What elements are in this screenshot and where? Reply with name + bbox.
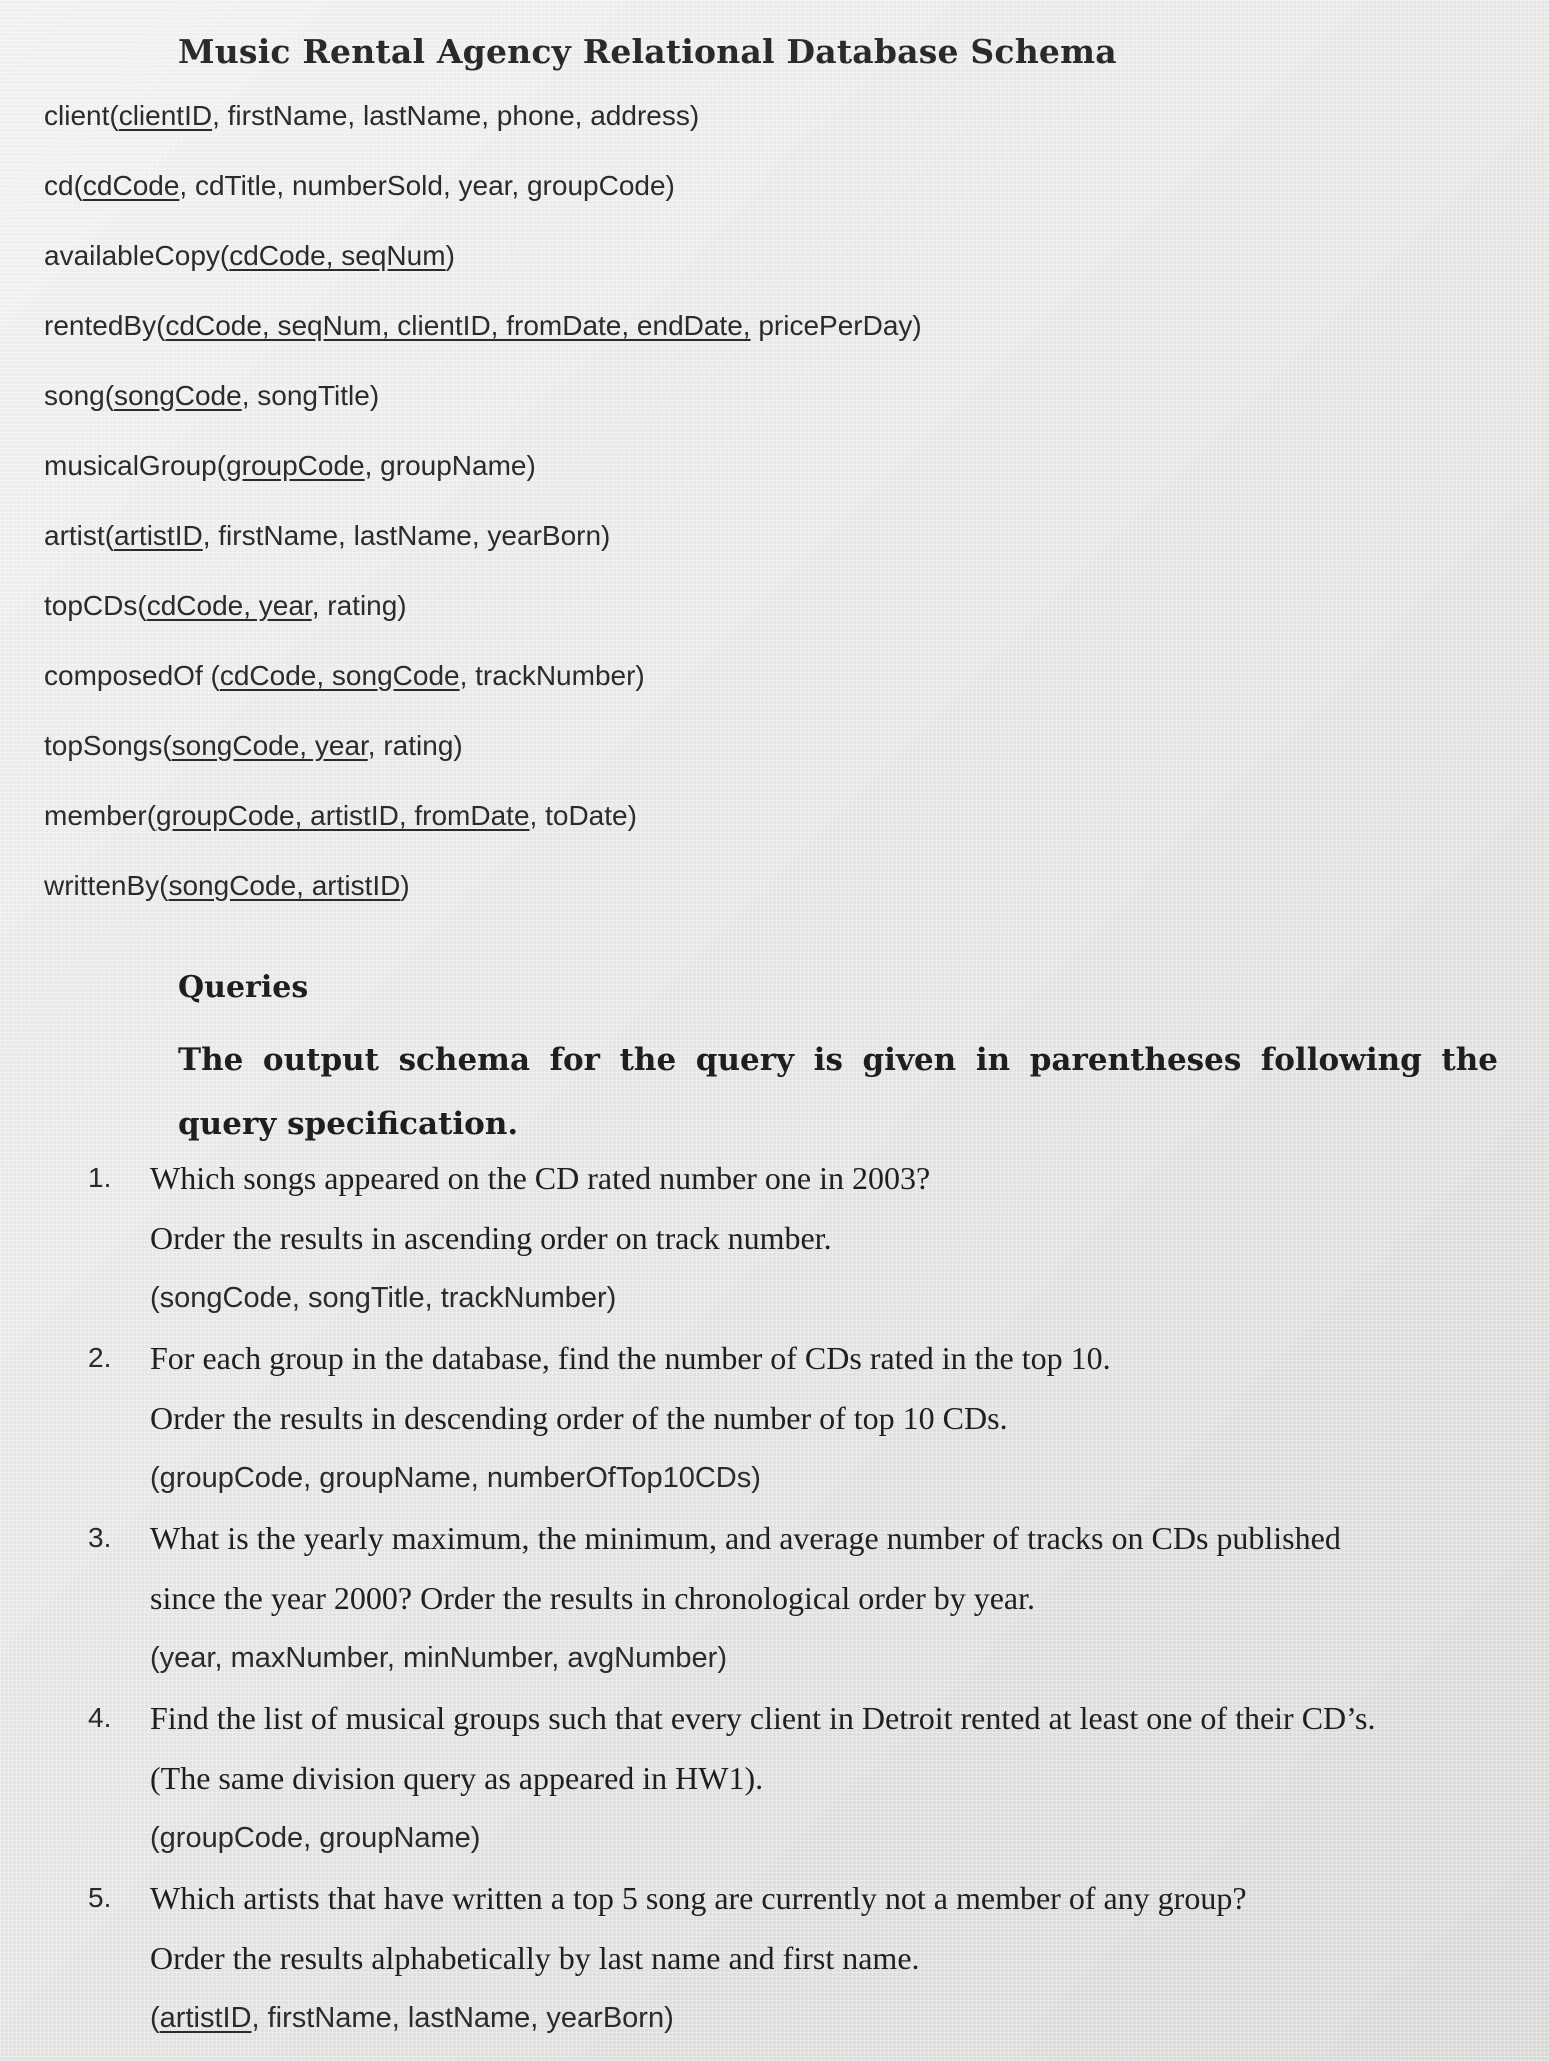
query-text-line: Which songs appeared on the CD rated number one in 2003? xyxy=(150,1160,931,1196)
query-list xyxy=(88,1148,1508,2048)
queries-intro: The output schema for the query is given in parentheses following the query specification. xyxy=(178,1042,1498,1142)
query-output-schema: (artistID, firstName, lastName, yearBorn) xyxy=(150,2002,674,2034)
query-number: 4. xyxy=(88,1702,112,1733)
query-output-schema: (groupCode, groupName, numberOfTop10CDs) xyxy=(150,1462,761,1494)
relation-open: ( xyxy=(109,100,119,131)
schema-row-artist xyxy=(44,516,1444,586)
query-item-5 xyxy=(88,1868,1508,2048)
query-text-line: For each group in the database, find the number of CDs rated in the top 10. xyxy=(150,1340,1111,1376)
relation-name: topSongs xyxy=(44,730,163,761)
primary-key: groupCode, artistID, fromDate xyxy=(156,800,530,831)
query-text-line: since the year 2000? Order the results in chronological order by year. xyxy=(150,1580,1036,1616)
query-number: 3. xyxy=(88,1522,112,1553)
query-number: 2. xyxy=(88,1342,112,1373)
page-title: Music Rental Agency Relational Database Schema xyxy=(178,32,1117,71)
relation-open: ( xyxy=(202,660,220,691)
primary-key: groupCode xyxy=(226,450,365,481)
relation-name: song xyxy=(44,380,105,411)
queries-heading: Queries xyxy=(178,970,309,1005)
primary-key: clientID xyxy=(118,100,213,131)
relation-attributes: , firstName, lastName, phone, address) xyxy=(212,100,700,131)
relation-attributes: , rating) xyxy=(311,590,407,621)
schema-row-topcds xyxy=(44,586,1444,656)
relation-attributes: , groupName) xyxy=(364,450,536,481)
relation-name: member xyxy=(44,800,147,831)
relation-name: artist xyxy=(44,520,105,551)
relation-attributes: ) xyxy=(445,240,455,271)
relation-attributes: , rating) xyxy=(367,730,463,761)
relation-name: composedOf xyxy=(44,660,203,691)
query-number: 5. xyxy=(88,1882,112,1913)
query-item-1 xyxy=(88,1148,1508,1328)
relation-open: ( xyxy=(146,800,157,831)
relation-open: ( xyxy=(216,450,227,481)
primary-key: cdCode, seqNum xyxy=(229,240,446,271)
query-output-schema: (year, maxNumber, minNumber, avgNumber) xyxy=(150,1642,727,1674)
relation-name: rentedBy xyxy=(44,310,157,341)
relation-open: ( xyxy=(104,380,115,411)
relation-attributes: , cdTitle, numberSold, year, groupCode) xyxy=(179,170,675,201)
relation-attributes: , songTitle) xyxy=(241,380,380,411)
relation-name: client xyxy=(44,100,110,131)
schema-row-member xyxy=(44,796,1444,866)
primary-key: cdCode, songCode xyxy=(219,660,460,691)
primary-key: cdCode, seqNum, clientID, fromDate, endDate, xyxy=(165,310,751,341)
relation-open: ( xyxy=(73,170,83,201)
schema-row-availablecopy xyxy=(44,236,1444,306)
query-item-4 xyxy=(88,1688,1508,1868)
schema-row-topsongs xyxy=(44,726,1444,796)
query-item-2 xyxy=(88,1328,1508,1508)
query-number: 1. xyxy=(88,1162,112,1193)
schema-row-cd xyxy=(44,166,1444,236)
query-text-line: (The same division query as appeared in HW1). xyxy=(150,1760,764,1796)
query-text-line: Find the list of musical groups such that every client in Detroit rented at least one of their CD’s. xyxy=(150,1700,1376,1736)
schema-row-composedof xyxy=(44,656,1444,726)
query-output-schema: (songCode, songTitle, trackNumber) xyxy=(150,1282,617,1314)
relation-open: ( xyxy=(104,520,115,551)
query-output-schema: (groupCode, groupName) xyxy=(150,1822,481,1854)
query-item-3 xyxy=(88,1508,1508,1688)
relation-open: ( xyxy=(219,240,230,271)
relation-attributes: , firstName, lastName, yearBorn) xyxy=(202,520,611,551)
relation-attributes: pricePerDay) xyxy=(750,310,922,341)
relation-attributes: , trackNumber) xyxy=(459,660,645,691)
relation-open: ( xyxy=(159,870,169,901)
schema-row-writtenby xyxy=(44,866,1444,936)
query-text-line: What is the yearly maximum, the minimum, and average number of tracks on CDs published xyxy=(150,1520,1341,1556)
relation-name: musicalGroup xyxy=(44,450,217,481)
relation-open: ( xyxy=(162,730,172,761)
schema-row-client xyxy=(44,96,1444,166)
relation-open: ( xyxy=(156,310,166,341)
schema-list xyxy=(44,96,1444,936)
query-text-line: Order the results in descending order of the number of top 10 CDs. xyxy=(150,1400,1008,1436)
query-output-rest: , firstName, lastName, yearBorn) xyxy=(251,2002,674,2034)
primary-key: songCode, year xyxy=(171,730,368,761)
relation-name: cd xyxy=(44,170,74,201)
schema-row-song xyxy=(44,376,1444,446)
primary-key: songCode xyxy=(114,380,242,411)
query-text-line: Order the results alphabetically by last name and first name. xyxy=(150,1940,920,1976)
primary-key: songCode, artistID xyxy=(168,870,401,901)
schema-row-rentedby xyxy=(44,306,1444,376)
relation-attributes: ) xyxy=(400,870,410,901)
primary-key: cdCode xyxy=(82,170,180,201)
schema-row-musicalgroup xyxy=(44,446,1444,516)
query-text-line: Order the results in ascending order on track number. xyxy=(150,1220,832,1256)
primary-key: artistID xyxy=(114,520,203,551)
primary-key: cdCode, year xyxy=(146,590,312,621)
relation-name: writtenBy xyxy=(44,870,160,901)
query-text-line: Which artists that have written a top 5 song are currently not a member of any group? xyxy=(150,1880,1247,1916)
relation-open: ( xyxy=(137,590,147,621)
relation-name: topCDs xyxy=(44,590,138,621)
query-output-key: artistID xyxy=(159,2002,252,2034)
relation-name: availableCopy xyxy=(44,240,220,271)
relation-attributes: , toDate) xyxy=(529,800,637,831)
